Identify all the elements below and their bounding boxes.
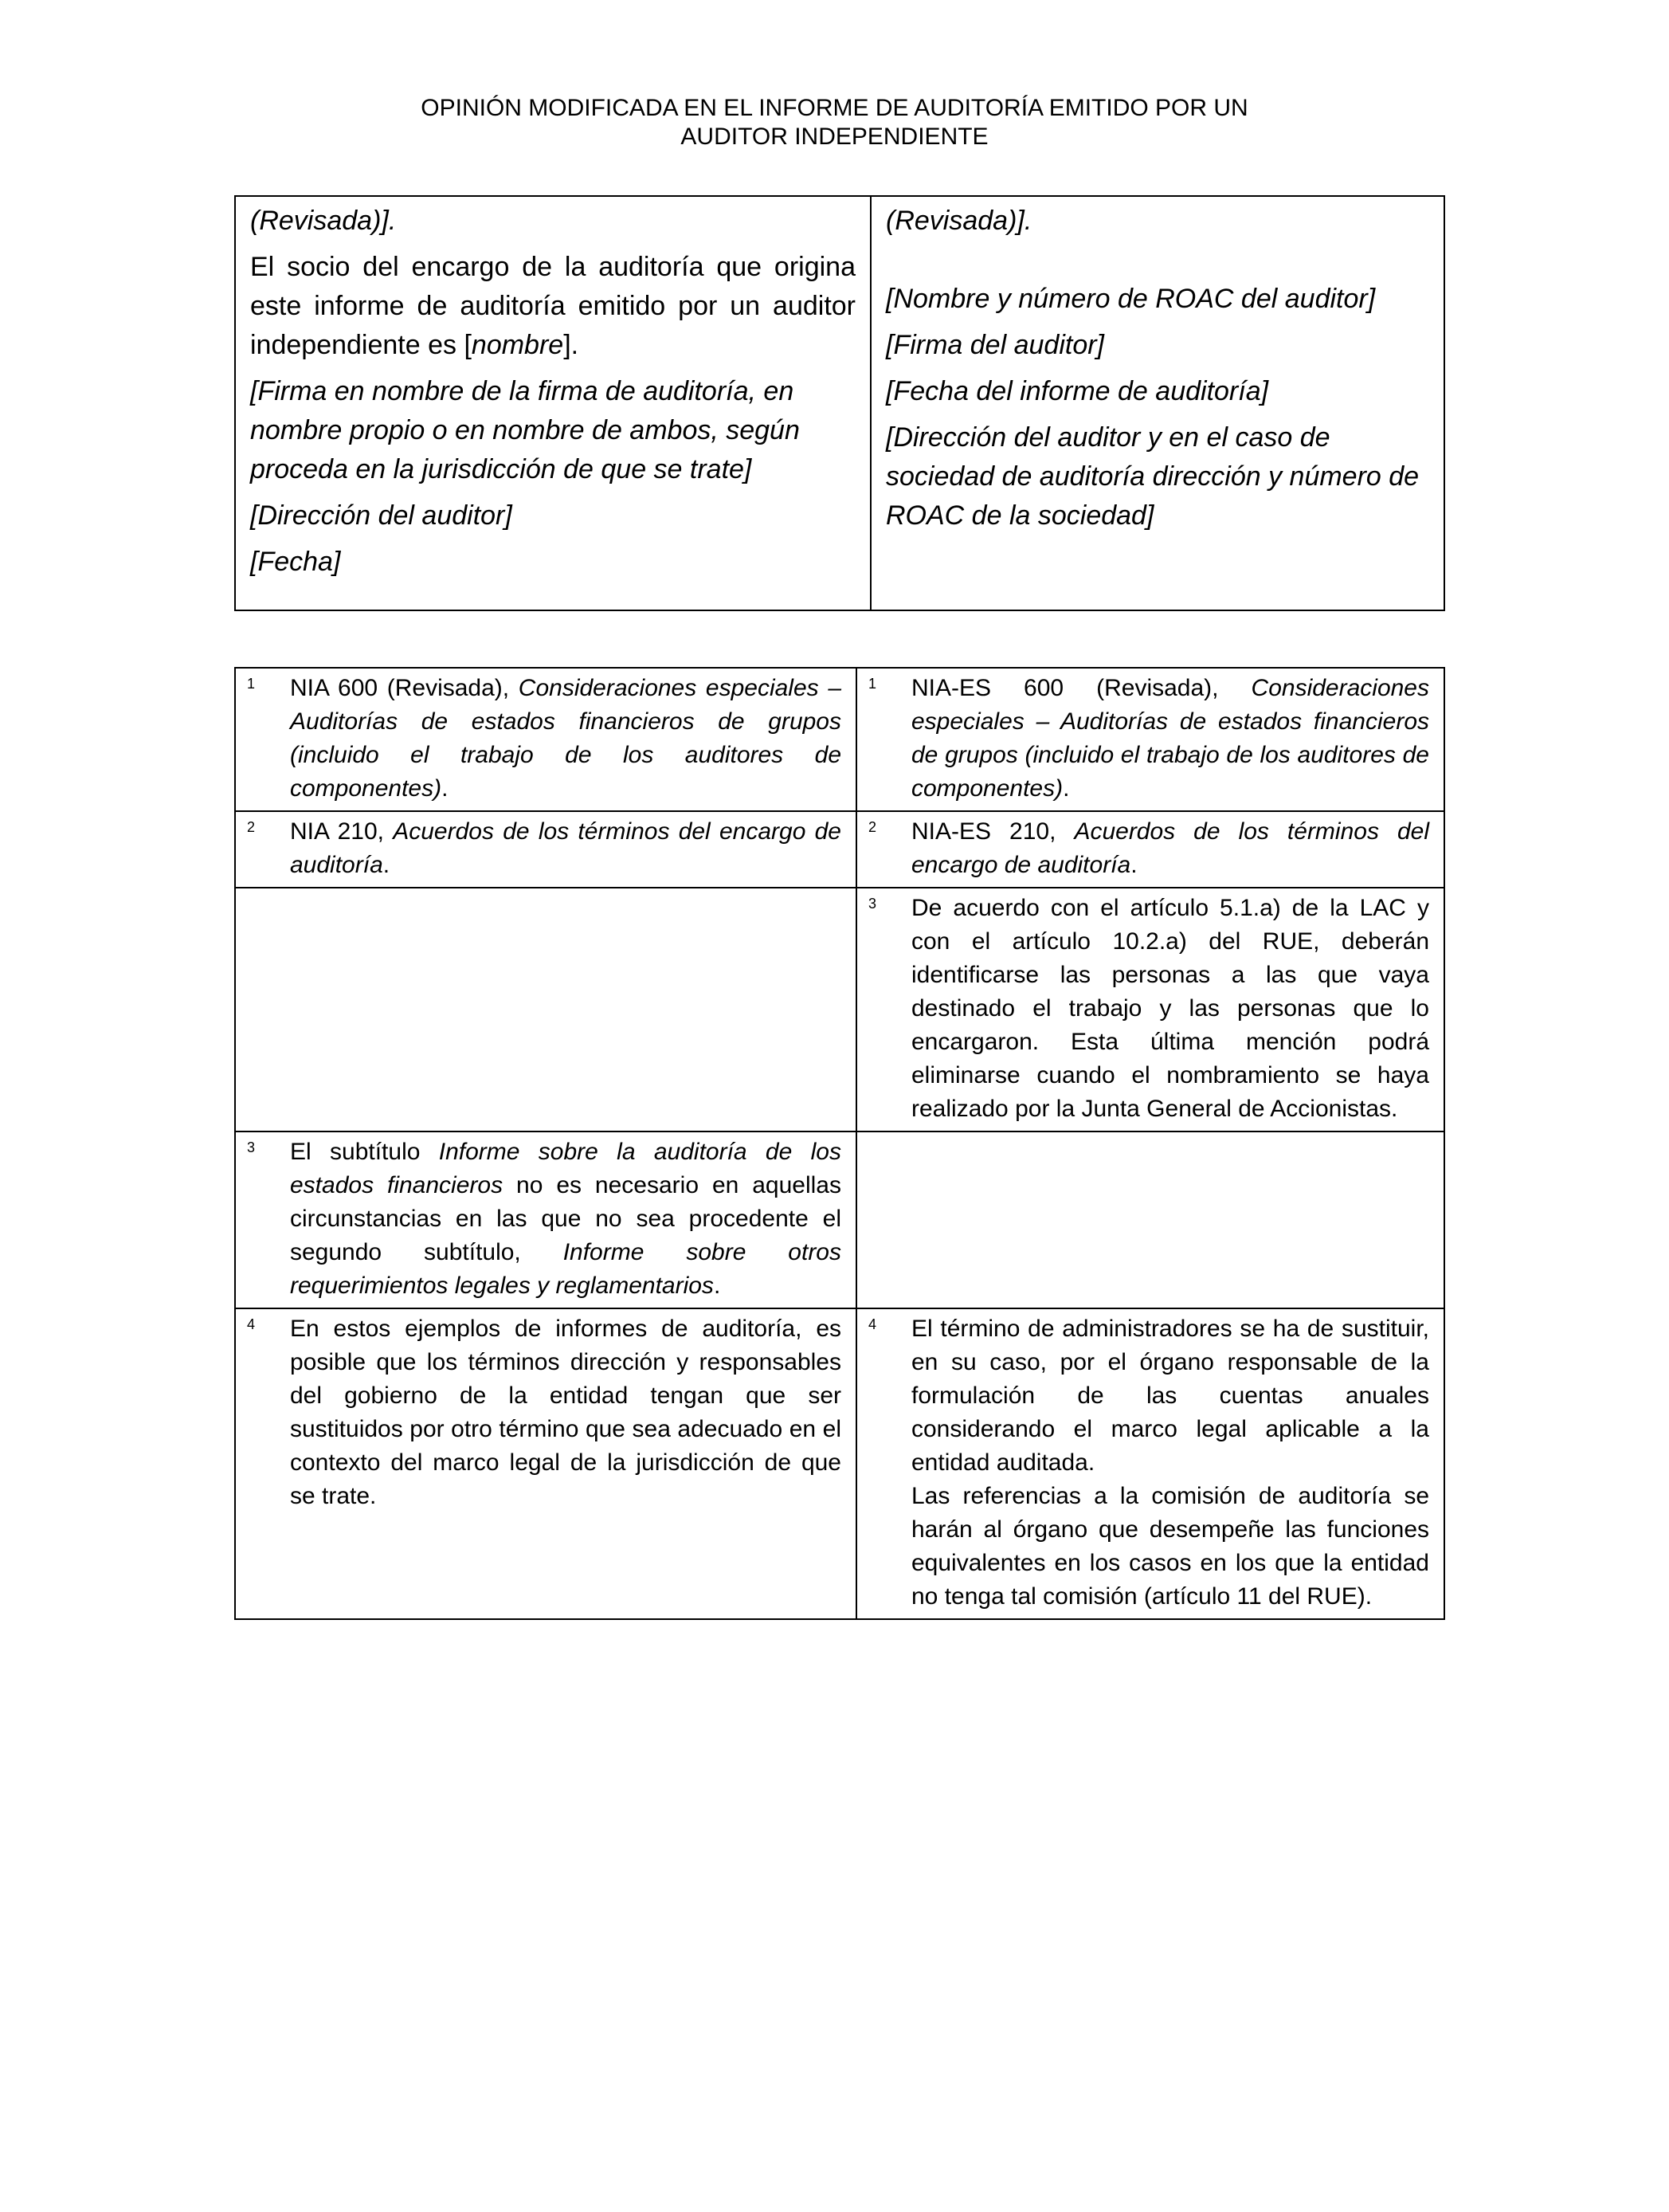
signature-table xyxy=(234,195,1445,611)
footnote-text: NIA 600 (Revisada), Consideraciones especiales – Auditorías de estados financieros de grupos (incluido el trabajo de los auditores de componentes). xyxy=(290,675,842,802)
fecha-informe-placeholder: [Fecha del informe de auditoría] xyxy=(886,376,1269,406)
fecha-placeholder: [Fecha] xyxy=(250,547,341,577)
socio-end: ]. xyxy=(563,330,579,360)
footnote-number: 1 xyxy=(868,676,877,692)
firma-auditor-placeholder: [Firma del auditor] xyxy=(886,330,1104,360)
title-line-1: OPINIÓN MODIFICADA EN EL INFORME DE AUDITORÍA EMITIDO POR UN xyxy=(421,95,1248,121)
footnote-cell xyxy=(856,811,1444,888)
table-row xyxy=(235,1308,1444,1619)
revisada-text: (Revisada)]. xyxy=(886,206,1032,236)
signature-cell-nia xyxy=(235,196,871,610)
footnote-cell-empty xyxy=(856,1131,1444,1308)
socio-paragraph xyxy=(250,248,856,365)
footnote-number: 3 xyxy=(247,1139,256,1155)
footnote-text: En estos ejemplos de informes de auditoría, es posible que los términos dirección y responsables del gobierno de la entidad tengan que ser sustituidos por otro término que sea adecuado en el contexto del marco legal de la jurisdicción de que se trate. xyxy=(290,1316,841,1509)
footnote-text: El subtítulo Informe sobre la auditoría de los estados financieros no es necesario en aquellas circunstancias en las que no sea procedente el segundo subtítulo, Informe sobre otros requerimientos legales y reglamentarios. xyxy=(290,1139,841,1299)
table-row xyxy=(235,811,1444,888)
footnote-text: NIA 210, Acuerdos de los términos del encargo de auditoría. xyxy=(290,818,841,878)
footnote-cell xyxy=(856,888,1444,1131)
direccion-auditor-placeholder: [Dirección del auditor y en el caso de sociedad de auditoría dirección y número de ROAC de la sociedad] xyxy=(886,422,1420,531)
footnote-cell xyxy=(235,811,856,888)
footnote-paragraph: El término de administradores se ha de sustituir, en su caso, por el órgano responsable de la formulación de las cuentas anuales considerando el marco legal aplicable a la entidad auditada. xyxy=(911,1316,1429,1476)
footnote-paragraph: Las referencias a la comisión de auditoría se harán al órgano que desempeñe las funciones equivalentes en los casos en los que la entidad no tenga tal comisión (artículo 11 del RUE). xyxy=(911,1483,1429,1610)
footnote-text: De acuerdo con el artículo 5.1.a) de la LAC y con el artículo 10.2.a) del RUE, deberán identificarse las personas a las que vaya destinado el trabajo y las personas que lo encargaron. Esta última mención podrá eliminarse cuando el nombramiento se haya realizado por la Junta General de Accionistas. xyxy=(911,895,1429,1122)
footnote-text xyxy=(911,1312,1429,1614)
page-title xyxy=(0,94,1669,151)
footnotes-table xyxy=(234,667,1445,1620)
footnote-number: 2 xyxy=(247,819,256,835)
footnote-number: 4 xyxy=(247,1316,256,1332)
socio-nombre: nombre xyxy=(471,330,564,360)
revisada-text: (Revisada)]. xyxy=(250,206,397,236)
nombre-roac-placeholder: [Nombre y número de ROAC del auditor] xyxy=(886,284,1376,314)
footnote-number: 4 xyxy=(868,1316,877,1332)
footnote-cell-empty xyxy=(235,888,856,1131)
footnote-number: 1 xyxy=(247,676,256,692)
direccion-placeholder: [Dirección del auditor] xyxy=(250,500,512,531)
title-line-2: AUDITOR INDEPENDIENTE xyxy=(680,124,989,150)
signature-cell-nia-es xyxy=(871,196,1444,610)
firma-placeholder: [Firma en nombre de la firma de auditoría, en nombre propio o en nombre de ambos, según proceda en la jurisdicción de que se trate] xyxy=(250,376,800,484)
table-row xyxy=(235,1131,1444,1308)
table-row xyxy=(235,888,1444,1131)
footnote-cell xyxy=(235,1131,856,1308)
table-row xyxy=(235,668,1444,811)
footnote-text: NIA-ES 210, Acuerdos de los términos del encargo de auditoría. xyxy=(911,818,1430,878)
footnote-cell xyxy=(856,668,1444,811)
footnote-text: NIA-ES 600 (Revisada), Consideraciones especiales – Auditorías de estados financieros de grupos (incluido el trabajo de los auditores de componentes). xyxy=(911,675,1429,802)
footnote-number: 3 xyxy=(868,896,877,912)
footnote-cell xyxy=(235,668,856,811)
footnote-number: 2 xyxy=(868,819,877,835)
socio-text: El socio del encargo de la auditoría que origina este informe de auditoría emitido por un auditor independiente es [ xyxy=(250,252,856,360)
footnote-cell xyxy=(235,1308,856,1619)
footnote-cell xyxy=(856,1308,1444,1619)
